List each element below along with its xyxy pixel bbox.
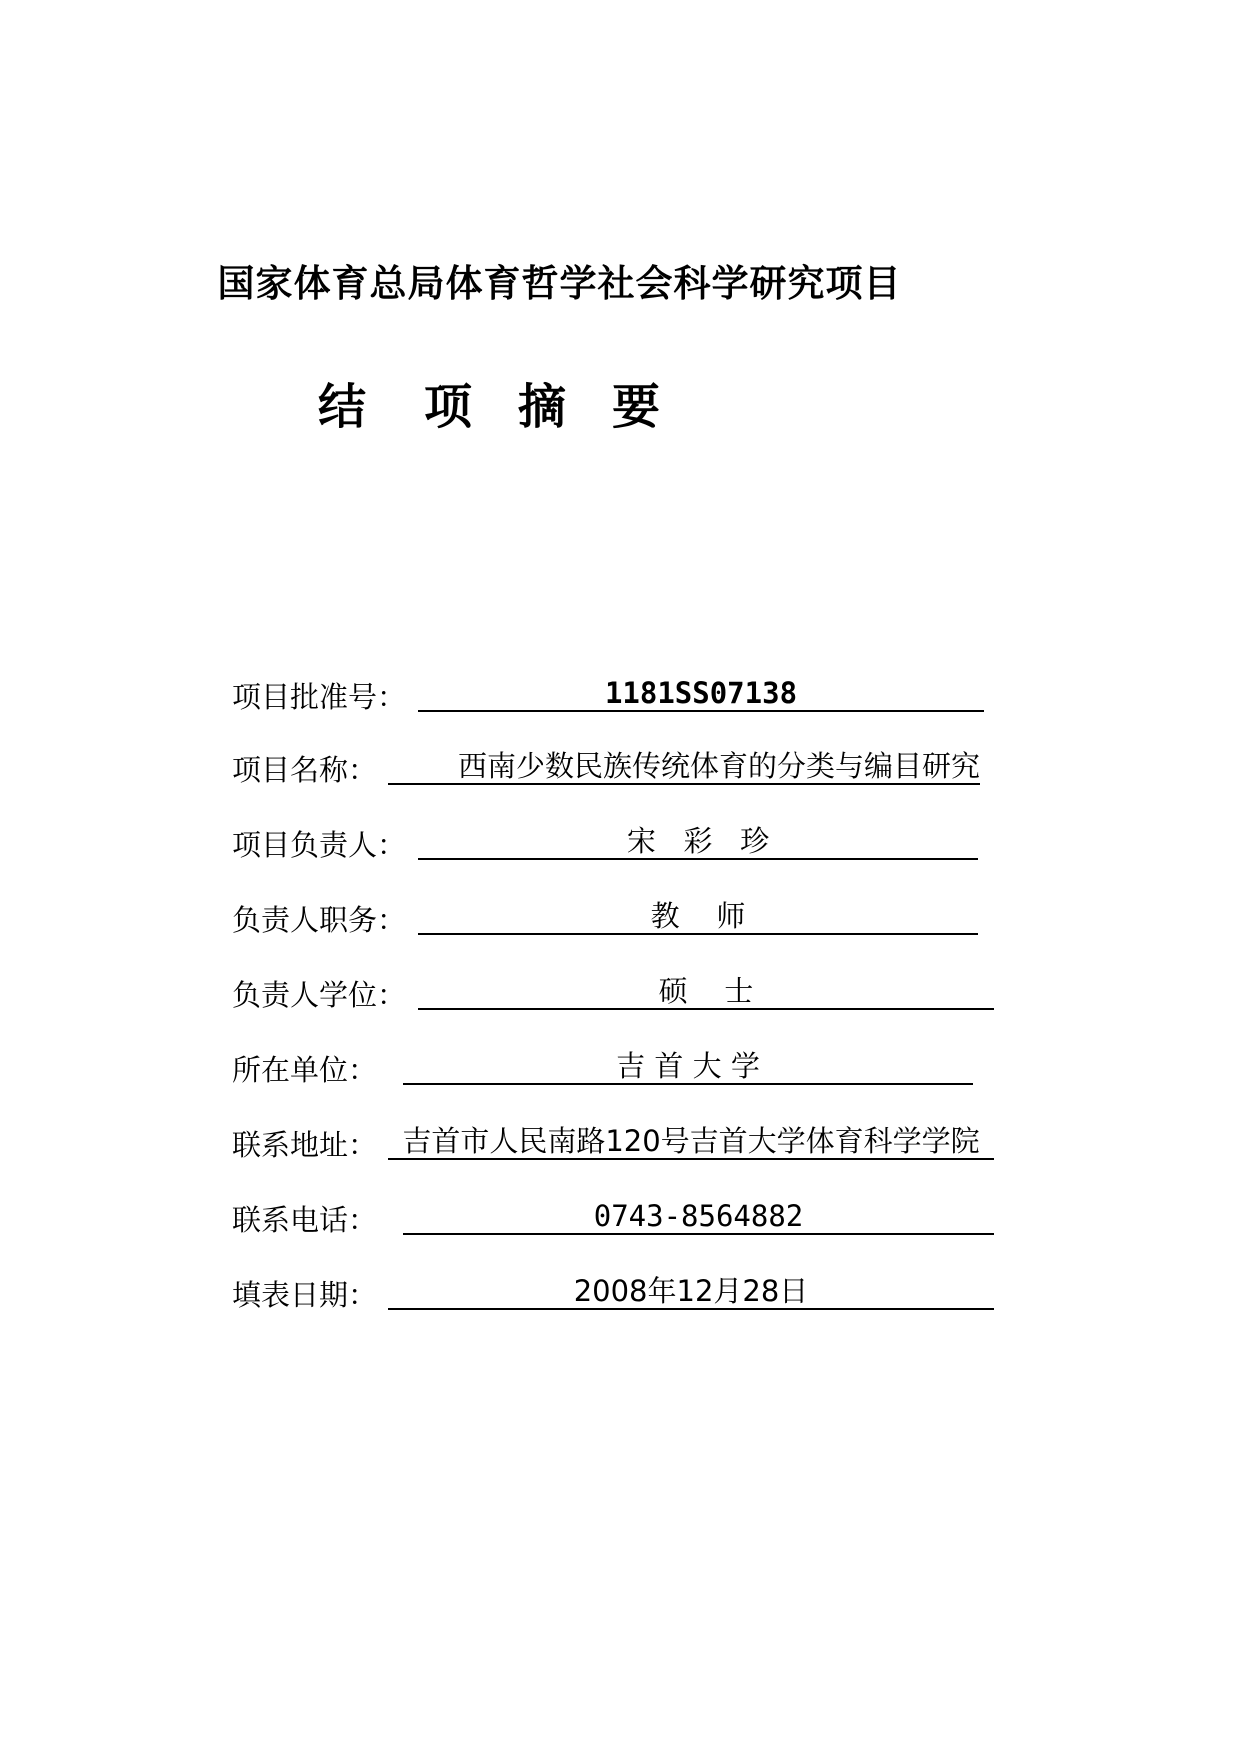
field-address xyxy=(232,1116,994,1160)
field-value: 硕 士 xyxy=(418,977,994,1010)
subtitle-char: 要 xyxy=(612,379,661,435)
field-phone xyxy=(232,1191,994,1235)
field-label: 项目名称： xyxy=(232,753,378,787)
field-value: 吉 首 大 学 xyxy=(403,1052,973,1085)
field-value: 教 师 xyxy=(418,902,978,935)
field-project-name xyxy=(232,741,980,785)
field-label: 所在单位： xyxy=(232,1053,378,1087)
subtitle-char: 项 xyxy=(424,379,473,435)
field-label: 项目批准号： xyxy=(232,680,407,714)
field-label: 联系地址： xyxy=(232,1128,378,1162)
subtitle-char: 结 xyxy=(318,379,367,435)
field-value: 0743-8564882 xyxy=(403,1202,994,1235)
field-label: 负责人学位： xyxy=(232,978,407,1012)
document-subtitle xyxy=(318,368,660,437)
field-label: 负责人职务： xyxy=(232,903,407,937)
field-organization xyxy=(232,1041,973,1085)
field-project-leader xyxy=(232,816,978,860)
field-fill-date xyxy=(232,1266,994,1310)
field-value: 宋 彩 珍 xyxy=(418,827,978,860)
field-value: 2008年12月28日 xyxy=(388,1277,994,1310)
field-label: 项目负责人： xyxy=(232,828,407,862)
field-label: 填表日期： xyxy=(232,1278,378,1312)
subtitle-char: 摘 xyxy=(518,379,567,435)
field-label: 联系电话： xyxy=(232,1203,378,1237)
field-approval-number xyxy=(232,668,984,712)
field-value: 1181SS07138 xyxy=(418,679,984,712)
field-leader-degree xyxy=(232,966,994,1010)
field-value: 西南少数民族传统体育的分类与编目研究 xyxy=(388,752,980,785)
document-title: 国家体育总局体育哲学社会科学研究项目 xyxy=(217,262,902,305)
field-value: 吉首市人民南路120号吉首大学体育科学学院 xyxy=(388,1127,994,1160)
field-leader-position xyxy=(232,891,978,935)
